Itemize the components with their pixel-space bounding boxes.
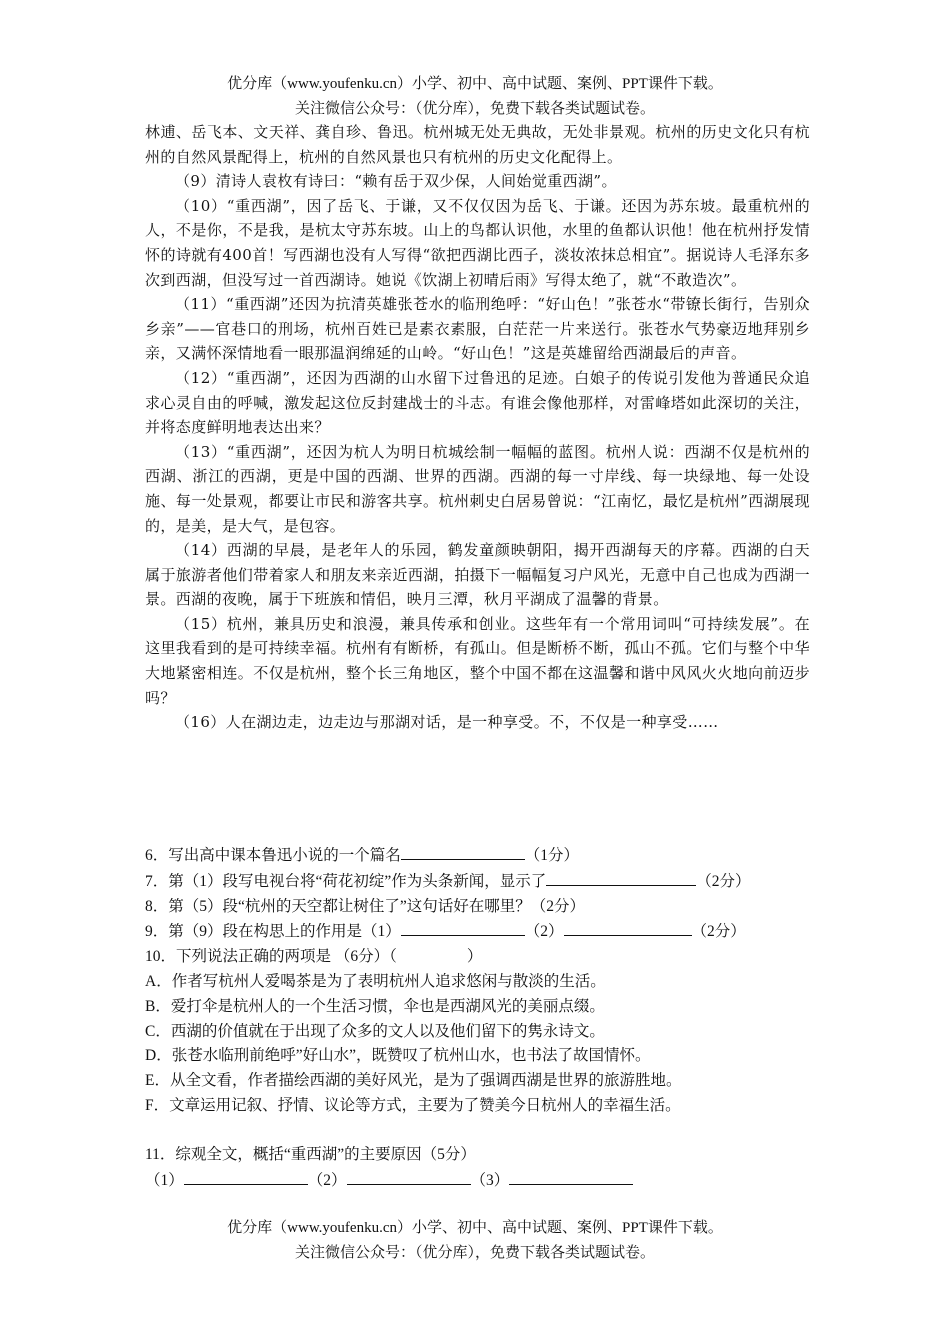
option-f: F．文章运用记叙、抒情、议论等方式，主要为了赞美今日杭州人的幸福生活。 — [145, 1096, 681, 1114]
paragraph-15: （15）杭州，兼具历史和浪漫，兼具传承和创业。这些年有一个常用词叫“可持续发展”。在这里我看到的是可持续幸福。杭州有有断桥，有孤山。但是断桥不断，孤山不孤。它们与整个中华大地紧密相连。不仅是杭州，整个长三角地区，整个中国不都在这温馨和谐中风风火火地向前迈步吗？ — [145, 614, 810, 707]
footer-line-2: 关注微信公众号：（优分库），免费下载各类试题试卷。 — [294, 1245, 655, 1261]
question-7: 7．第（1）段写电视台将“荷花初绽”作为头条新闻，显示了 （2分） — [145, 869, 810, 895]
paragraph-12: （12）“重西湖”，还因为西湖的山水留下过鲁迅的足迹。白娘子的传说引发他为普通民众追求心灵自由的呼喊，激发起这位反封建战士的斗志。有谁会像他那样，对雷峰塔如此深切的关注，并将态度鲜明地表达出来？ — [145, 368, 810, 437]
answer-blank[interactable] — [401, 843, 525, 860]
option-d: D．张苍水临刑前绝呼”好山水”，既赞叹了杭州山水，也书法了故国情怀。 — [145, 1047, 651, 1065]
page-footer — [0, 1216, 950, 1266]
option-c: C．西湖的价值就在于出现了众多的文人以及他们留下的隽永诗文。 — [145, 1022, 605, 1040]
question-6: 6．写出高中课本鲁迅小说的一个篇名 （1分） — [145, 843, 810, 869]
answer-blank[interactable] — [564, 919, 692, 936]
option-b: B．爱打伞是杭州人的一个生活习惯，伞也是西湖风光的美丽点缀。 — [145, 997, 605, 1015]
page-header — [0, 72, 950, 122]
paragraph-14: （14）西湖的早晨，是老年人的乐园，鹤发童颜映朝阳，揭开西湖每天的序幕。西湖的白天属于旅游者他们带着家人和朋友来亲近西湖，拍摄下一幅幅复习户风光，无意中自己也成为西湖一景。西湖的夜晚，属于下班族和情侣，映月三潭，秋月平湖成了温馨的背景。 — [145, 541, 810, 609]
answer-blank[interactable] — [509, 1168, 633, 1185]
header-line-1: 优分库（www.youfenku.cn）小学、初中、高中试题、案例、PPT课件下载。 — [227, 76, 723, 92]
footer-line-1: 优分库（www.youfenku.cn）小学、初中、高中试题、案例、PPT课件下载。 — [227, 1220, 723, 1236]
reading-passage — [145, 120, 810, 735]
question-10: 10．下列说法正确的两项是 （6分）（ ） — [145, 948, 483, 966]
question-section — [145, 843, 810, 1193]
paragraph-10: （10）“重西湖”，因了岳飞、于谦，又不仅仅因为岳飞、于谦。还因为苏东坡。最重杭州的人，不是你，不是我，是杭太守苏东坡。山上的鸟都认识他，水里的鱼都认识他！他在杭州抒发情怀的诗就有400首！写西湖也没有人写得“欲把西湖比西子，淡妆浓抹总相宜”。据说诗人毛泽东多次到西湖，但没写过一首西湖诗。她说《饮湖上初晴后雨》写得太绝了，就“不敢造次”。 — [145, 196, 810, 289]
paragraph-13: （13）“重西湖”，还因为杭人为明日杭城绘制一幅幅的蓝图。杭州人说：西湖不仅是杭州的西湖、浙江的西湖，更是中国的西湖、世界的西湖。西湖的每一寸岸线、每一块绿地、每一处设施、每一处景观，都要让市民和游客共享。杭州刺史白居易曾说：“江南忆，最忆是杭州”西湖展现的，是美，是大气，是包容。 — [145, 442, 810, 535]
question-9: 9．第（9）段在构思上的作用是（1） （2） （2分） — [145, 919, 810, 945]
paragraph-11: （11）“重西湖”还因为抗清英雄张苍水的临刑绝呼：“好山色！”张苍水“带镣长街行，告别众乡亲”——官巷口的刑场，杭州百姓已是素衣素服，白茫茫一片来送行。张苍水气势豪迈地拜别乡亲，又满怀深情地看一眼那温润绵延的山岭。“好山色！”这是英雄留给西湖最后的声音。 — [145, 295, 810, 363]
question-8: 8．第（5）段“杭州的天空都让树住了”这句话好在哪里？（2分） — [145, 897, 586, 915]
paragraph-9: （9）清诗人袁枚有诗曰：“赖有岳于双少保，人间始觉重西湖”。 — [175, 172, 617, 191]
answer-blank[interactable] — [546, 869, 696, 886]
paragraph-continued: 林逋、岳飞本、文天祥、龚自珍、鲁迅。杭州城无处无典故，无处非景观。杭州的历史文化只有杭州的自然风景配得上，杭州的自然风景也只有杭州的历史文化配得上。 — [145, 123, 810, 166]
question-11-answers: （1） （2） （3） — [145, 1168, 810, 1194]
answer-blank[interactable] — [401, 919, 525, 936]
header-line-2: 关注微信公众号：（优分库），免费下载各类试题试卷。 — [294, 101, 655, 117]
question-11: 11．综观全文，概括“重西湖”的主要原因（5分） — [145, 1145, 476, 1163]
option-e: E．从全文看，作者描绘西湖的美好风光，是为了强调西湖是世界的旅游胜地。 — [145, 1072, 682, 1090]
paragraph-16: （16）人在湖边走，边走边与那湖对话，是一种享受。不，不仅是一种享受…… — [175, 713, 719, 732]
option-a: A．作者写杭州人爱喝茶是为了表明杭州人追求悠闲与散淡的生活。 — [145, 972, 606, 990]
answer-blank[interactable] — [184, 1168, 308, 1185]
answer-blank[interactable] — [347, 1168, 471, 1185]
